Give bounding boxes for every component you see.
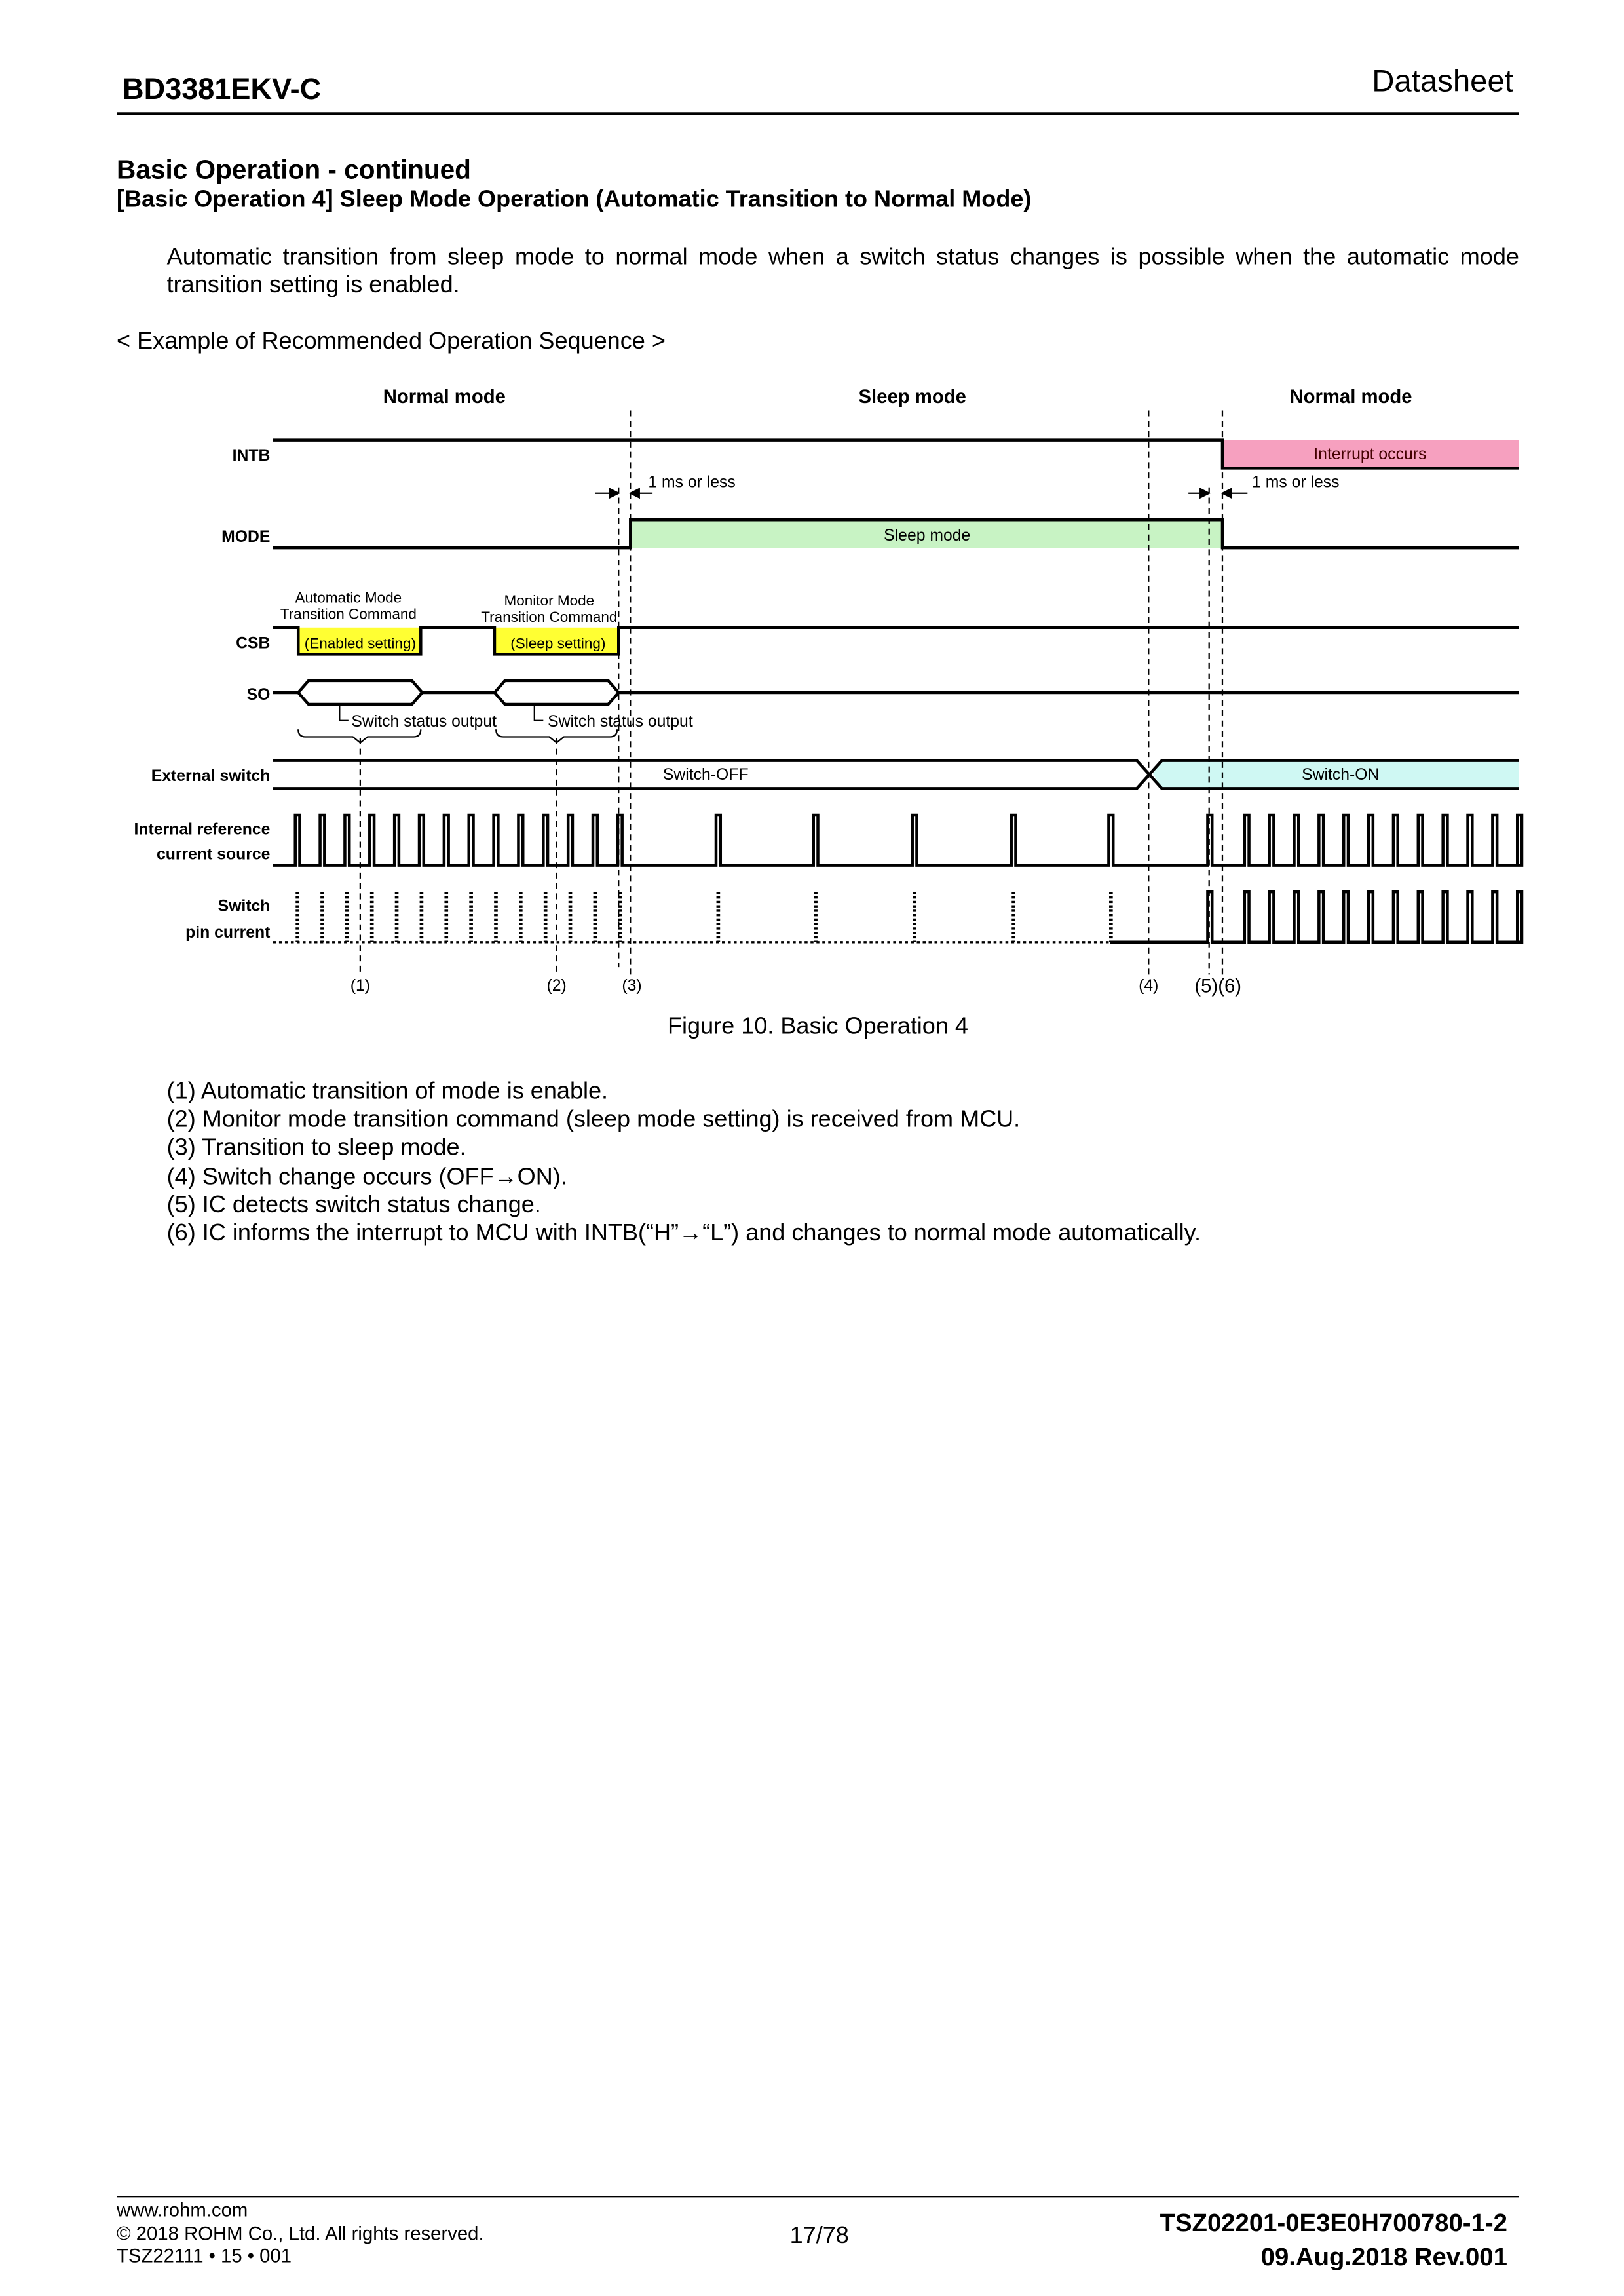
notes-list: [167, 1078, 1201, 1248]
signal-so: SO: [246, 686, 271, 704]
note-item: (2) Monitor mode transition command (sleep mode setting) is received from MCU.: [166, 1107, 1021, 1133]
cmd2-line1: Monitor Mode: [504, 592, 595, 609]
mode-label-sleep: Sleep mode: [858, 386, 966, 408]
note-item: (5) IC detects switch status change.: [166, 1193, 541, 1218]
footer-right: [1160, 2206, 1507, 2274]
marker-4: (4): [1139, 977, 1159, 995]
so-label-2: Switch status output: [548, 712, 693, 731]
example-heading: < Example of Recommended Operation Sequence >: [117, 329, 666, 354]
signal-irc-1: Internal reference: [134, 820, 271, 839]
note-item: (3) Transition to sleep mode.: [166, 1136, 466, 1162]
marker-3: (3): [622, 977, 642, 995]
cmd2-box-label: (Sleep setting): [510, 635, 606, 652]
timing-diagram: [0, 0, 1624, 1034]
irc-waveform: [273, 815, 1522, 866]
cmd1-line1: Automatic Mode: [295, 589, 402, 606]
sleep-mode-label: Sleep mode: [884, 526, 971, 545]
signal-csb: CSB: [236, 634, 271, 653]
signal-mode: MODE: [221, 528, 271, 546]
note-item: (1) Automatic transition of mode is enable.: [166, 1079, 609, 1105]
cmd1-box-label: (Enabled setting): [304, 635, 416, 652]
so-label-1: Switch status output: [351, 712, 497, 731]
signal-intb: INTB: [232, 447, 271, 465]
so-callout-2: [535, 704, 544, 721]
csb-waveform: [273, 628, 1519, 655]
interrupt-label: Interrupt occurs: [1313, 445, 1427, 463]
section-title: Basic Operation - continued: [117, 155, 471, 185]
part-number: BD3381EKV-C: [123, 73, 322, 107]
switch-on-label: Switch-ON: [1302, 765, 1380, 784]
footer-divider: [117, 2196, 1519, 2197]
mode-label-normal-2: Normal mode: [1289, 386, 1412, 408]
so-callout-1: [339, 704, 349, 721]
footer-form-code: TSZ22111 • 15 • 001: [117, 2244, 292, 2267]
switch-off-label: Switch-OFF: [662, 765, 749, 784]
timing-label-1: 1 ms or less: [648, 473, 736, 491]
page-number: 17/78: [789, 2223, 849, 2249]
section-subtitle: [Basic Operation 4] Sleep Mode Operation (Automatic Transition to Normal Mode): [117, 187, 1032, 213]
footer-copyright: © 2018 ROHM Co., Ltd. All rights reserved.: [117, 2221, 484, 2244]
signal-irc-2: current source: [156, 845, 271, 864]
date-revision: 09.Aug.2018 Rev.001: [1260, 2243, 1507, 2272]
marker-5-6: (5)(6): [1194, 975, 1242, 997]
signal-spc-1: Switch: [217, 897, 271, 915]
spc-waveform-solid: [1110, 892, 1522, 942]
timing-label-2: 1 ms or less: [1252, 473, 1340, 491]
cmd2-line2: Transition Command: [481, 608, 618, 625]
paragraph-line-2: transition setting is enabled.: [166, 273, 460, 299]
doc-number: TSZ02201-0E3E0H700780-1-2: [1160, 2209, 1507, 2238]
so-waveform: [273, 681, 1519, 704]
signal-spc-2: pin current: [185, 924, 271, 942]
paragraph-line-1: Automatic transition from sleep mode to normal mode when a switch status changes is possible when the automatic mode: [166, 245, 1519, 271]
figure-caption: Figure 10. Basic Operation 4: [667, 1014, 968, 1040]
cmd1-line2: Transition Command: [280, 605, 417, 622]
note-item: (4) Switch change occurs (OFF→ON).: [166, 1164, 567, 1190]
marker-1: (1): [350, 977, 371, 995]
footer-website[interactable]: www.rohm.com: [117, 2198, 248, 2221]
marker-2: (2): [546, 977, 567, 995]
note-item: (6) IC informs the interrupt to MCU with INTB(“H”→“L”) and changes to normal mode automatically.: [166, 1221, 1201, 1247]
pulse-trains: [273, 815, 1522, 942]
mode-label-normal-1: Normal mode: [383, 386, 506, 408]
signal-external-switch: External switch: [151, 767, 271, 786]
doc-type: Datasheet: [1372, 65, 1513, 99]
